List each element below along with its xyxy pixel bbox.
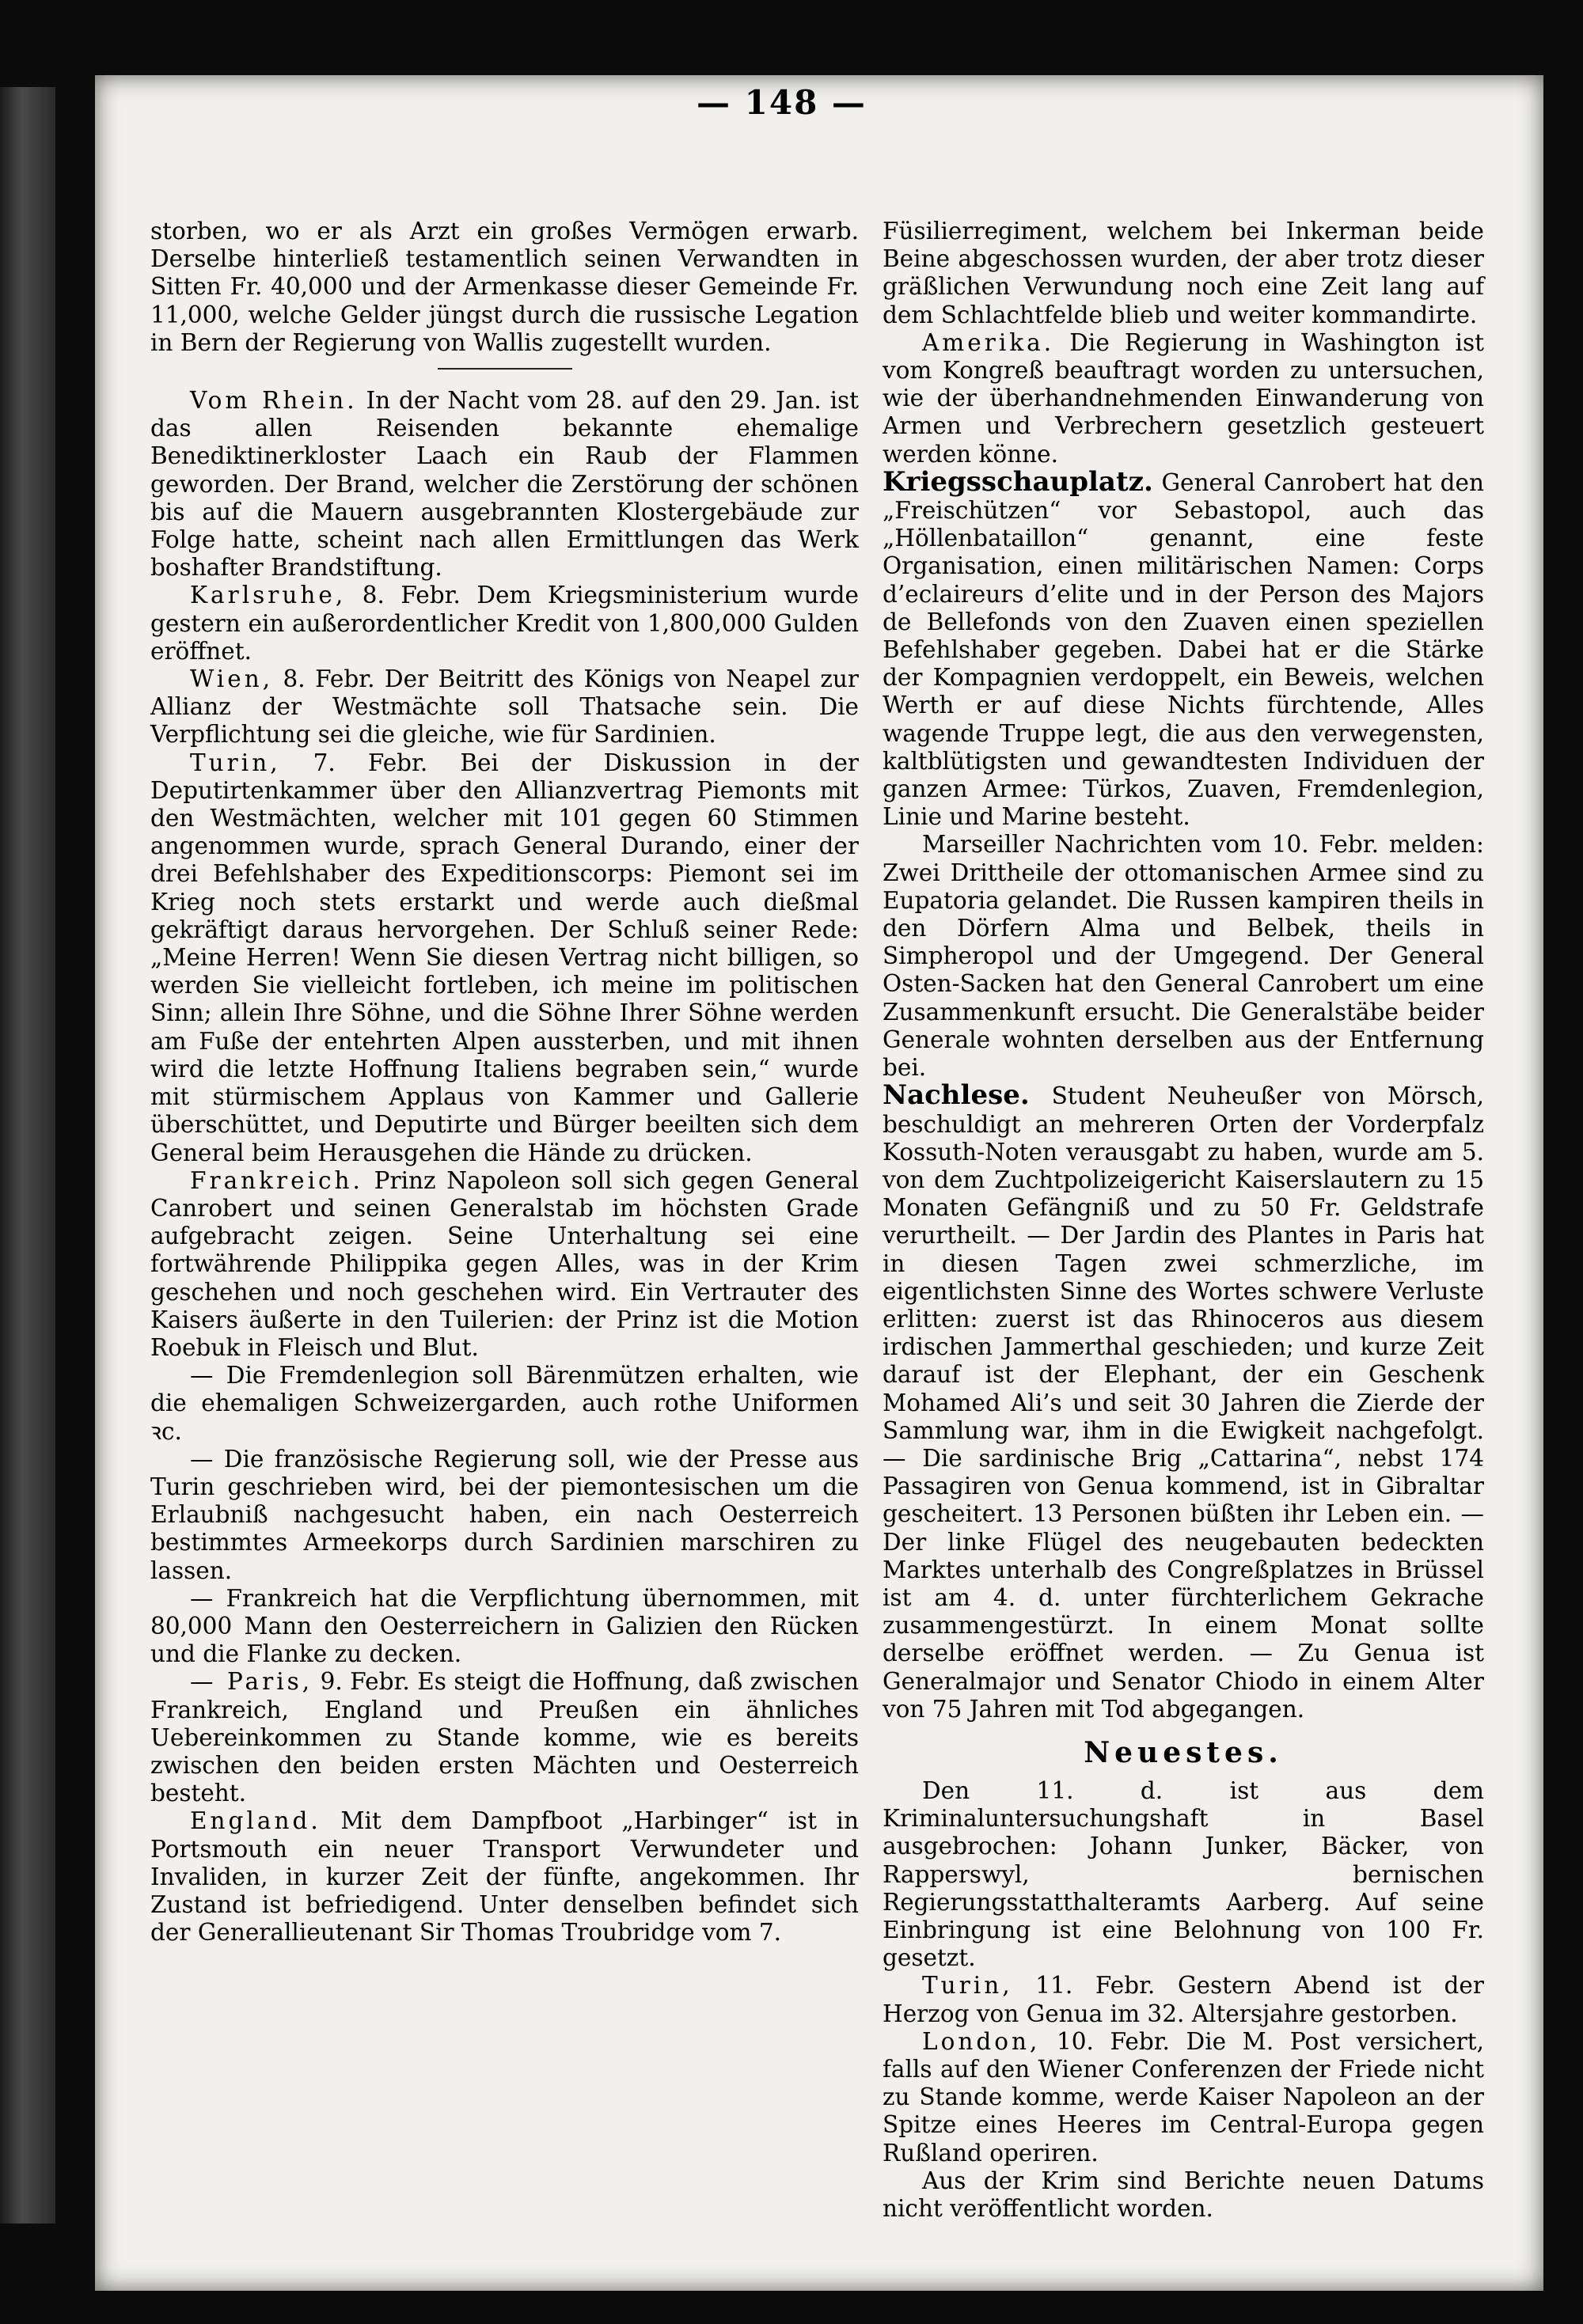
dateline: Turin, (190, 749, 281, 776)
article-paragraph: — Paris, 9. Febr. Es steigt die Hoffnung, daß zwischen Frankreich, England und Preußen ein ähnliches Uebereinkommen zu Stande komme, wie es bereits zwischen den beiden ersten Mächten und Oesterreich besteht. (150, 1668, 859, 1807)
dateline: Frankreich. (190, 1166, 363, 1194)
right-column (883, 218, 1484, 2223)
article-paragraph: Kriegsschauplatz. General Canrobert hat den „Freischützen“ vor Sebastopol, auch das „Höllenbataillon“ genannt, eine feste Organisation, einen militärischen Namen: Corps d’eclaireurs d’elite und in der Person des Majors de Bellefonds von den Zuaven einen speziellen Befehlshaber gegeben. Dabei hat er die Stärke der Kompagnien verdoppelt, ein Beweis, welchen Werth er auf diese Nichts fürchtende, Alles wagende Truppe legt, die aus den verwegensten, kaltblütigsten und gewandtesten Individuen der ganzen Armee: Türkos, Zuaven, Fremdenlegion, Linie und Marine besteht. (883, 465, 1484, 831)
article-paragraph: Vom Rhein. In der Nacht vom 28. auf den 29. Jan. ist das allen Reisenden bekannte ehemalige Benediktinerkloster Laach ein Raub der Flammen geworden. Der Brand, welcher die Zerstörung der schönen bis auf die Mauern ausgebrannten Klostergebäude zur Folge hatte, scheint nach allen Ermittlungen das Werk boshafter Brandstiftung. (150, 387, 860, 582)
dateline: Wien, (190, 665, 274, 693)
article-paragraph: Turin, 7. Febr. Bei der Diskussion in der Deputirtenkammer über den Allianzvertrag Piemonts mit den Westmächten, welcher mit 101 gegen 60 Stimmen angenommen wurde, sprach General Durando, einer der drei Befehlshaber des Expeditionscorps: Piemont sei im Krieg noch stets erstarkt und werde auch dießmal gekräftigt daraus hervorgehen. Der Schluß seiner Rede: „Meine Herren! Wenn Sie diesen Vertrag nicht billigen, so werden Sie vielleicht fortleben, ich meine im politischen Sinn; allein Ihre Söhne, und die Söhne Ihrer Söhne werden am Fuße der entehrten Alpen aussterben, und mit ihnen wird die letzte Hoffnung Italiens begraben sein,“ wurde mit stürmischem Applaus von Kammer und Gallerie überschüttet, und Deputirte und Bürger beeilten sich dem General beim Herausgehen die Hände zu drücken. (150, 749, 859, 1166)
article-paragraph: — Die französische Regierung soll, wie der Presse aus Turin geschrieben wird, bei der piemontesischen um die Erlaubniß nachgesucht haben, ein nach Oesterreich bestimmtes Armeekorps durch Sardinien marschiren zu lassen. (150, 1445, 859, 1584)
article-paragraph: — Frankreich hat die Verpflichtung übernommen, mit 80,000 Mann den Oesterreichern in Galizien den Rücken und die Flanke zu decken. (150, 1584, 859, 1668)
article-paragraph: Karlsruhe, 8. Febr. Dem Kriegsministerium wurde gestern ein außerordentlicher Kredit von 1,800,000 Gulden eröffnet. (150, 582, 859, 665)
dateline: England. (190, 1807, 321, 1835)
dateline: Karlsruhe, (190, 582, 347, 609)
article-paragraph: Wien, 8. Febr. Der Beitritt des Königs von Neapel zur Allianz der Westmächte soll Thatsache sein. Die Verpflichtung sei die gleiche, wie für Sardinien. (150, 665, 859, 749)
article-paragraph: Amerika. Die Regierung in Washington ist vom Kongreß beauftragt worden zu untersuchen, wie der überhandnehmenden Einwanderung von Armen und Verbrechern gesetzlich gesteuert werden könne. (883, 328, 1484, 468)
article-paragraph: England. Mit dem Dampfboot „Harbinger“ ist in Portsmouth ein neuer Transport Verwundeter und Invaliden, in kurzer Zeit der fünfte, angekommen. Ihr Zustand ist befriedigend. Unter denselben befindet sich der Generallieutenant Sir Thomas Troubridge vom 7. (150, 1807, 859, 1947)
article-paragraph: London, 10. Febr. Die M. Post versichert, falls auf den Wiener Conferenzen der Friede nicht zu Stande komme, werde Kaiser Napoleon an der Spitze eines Heeres im Central-Europa gegen Rußland operiren. (883, 2027, 1484, 2167)
article-paragraph: Frankreich. Prinz Napoleon soll sich gegen General Canrobert und seinen Generalstab im höchsten Grade aufgebracht zeigen. Seine Unterhaltung sei eine fortwährende Philippika gegen Alles, was in der Krim geschehen und noch geschehen wird. Ein Vertrauter des Kaisers äußerte in den Tuilerien: der Prinz ist die Motion Roebuk in Fleisch und Blut. (150, 1166, 859, 1361)
article-paragraph: Füsilierregiment, welchem bei Inkerman beide Beine abgeschossen wurden, der aber trotz dieser gräßlichen Verwundung noch eine Zeit lang auf dem Schlachtfelde blieb und weiter kommandirte. (883, 218, 1484, 328)
left-column (150, 218, 859, 1947)
article-paragraph: Turin, 11. Febr. Gestern Abend ist der Herzog von Genua im 32. Altersjahre gestorben. (883, 1972, 1484, 2027)
dateline: Vom Rhein. (190, 387, 358, 415)
section-heading: Nachlese. (883, 1079, 1030, 1112)
section-divider (438, 368, 572, 370)
dateline: — Paris, (190, 1668, 313, 1696)
article-paragraph: Nachlese. Student Neuheußer von Mörsch, beschuldigt an mehreren Orten der Vorderpfalz Kossuth-Noten verausgabt zu haben, wurde am 5. von dem Zuchtpolizeigericht Kaiserslautern zu 15 Monaten Gefängniß und zu 50 Fr. Geldstrafe verurtheilt. — Der Jardin des Plantes in Paris hat in diesen Tagen zwei schmerzliche, im eigentlichsten Sinne des Wortes schwere Verluste erlitten: zuerst ist das Rhinoceros aus diesem irdischen Jammerthal geschieden; und kurze Zeit darauf ist der Elephant, der ein Geschenk Mohamed Ali’s und seit 30 Jahren die Zierde der Sammlung war, ihm in die Ewigkeit nachgefolgt. — Die sardinische Brig „Cattarina“, nebst 174 Passagiren von Genua kommend, ist in Gibraltar gescheitert. 13 Personen büßten ihr Leben ein. — Der linke Flügel des neugebauten bedeckten Marktes unterhalb des Congreßplatzes in Brüssel ist am 4. d. unter fürchterlichem Gekrache zusammengestürzt. In einem Monat sollte derselbe eröffnet werden. — Zu Genua ist Generalmajor und Senator Chiodo in einem Alter von 75 Jahren mit Tod abgegangen. (883, 1079, 1484, 1723)
dateline: Amerika. (922, 328, 1055, 356)
article-paragraph: Marseiller Nachrichten vom 10. Febr. melden: Zwei Drittheile der ottomanischen Armee sind zu Eupatoria gelandet. Die Russen kampiren theils in den Dörfern Alma und Belbek, theils in Simpheropol und der Umgegend. Der General Osten-Sacken hat den General Canrobert um eine Zusammenkunft ersucht. Die Generalstäbe beider Generale wohnten derselben aus der Entfernung bei. (883, 831, 1484, 1082)
section-heading: Neuestes. (1084, 1735, 1283, 1769)
page-number: — 148 — (697, 83, 867, 122)
article-paragraph: Den 11. d. ist aus dem Kriminaluntersuchungshaft in Basel ausgebrochen: Johann Junker, Bäcker, von Rapperswyl, bernischen Regierungsstatthalteramts Aarberg. Auf seine Einbringung ist eine Belohnung von 100 Fr. gesetzt. (883, 1776, 1484, 1972)
dateline: Turin, (922, 1972, 1013, 2000)
dateline: London, (922, 2027, 1041, 2055)
section-heading: Kriegsschauplatz. (883, 465, 1153, 498)
article-paragraph: — Die Fremdenlegion soll Bärenmützen erhalten, wie die ehemaligen Schweizergarden, auch rothe Uniformen ꝛc. (150, 1362, 859, 1445)
article-paragraph: Aus der Krim sind Berichte neuen Datums nicht veröffentlicht worden. (883, 2167, 1484, 2223)
book-spine (0, 87, 55, 2224)
article-paragraph: storben, wo er als Arzt ein großes Vermögen erwarb. Derselbe hinterließ testamentlich seinen Verwandten in Sitten Fr. 40,000 und der Armenkasse dieser Gemeinde Fr. 11,000, welche Gelder jüngst durch die russische Legation in Bern der Regierung von Wallis zugestellt wurden. (150, 218, 859, 356)
